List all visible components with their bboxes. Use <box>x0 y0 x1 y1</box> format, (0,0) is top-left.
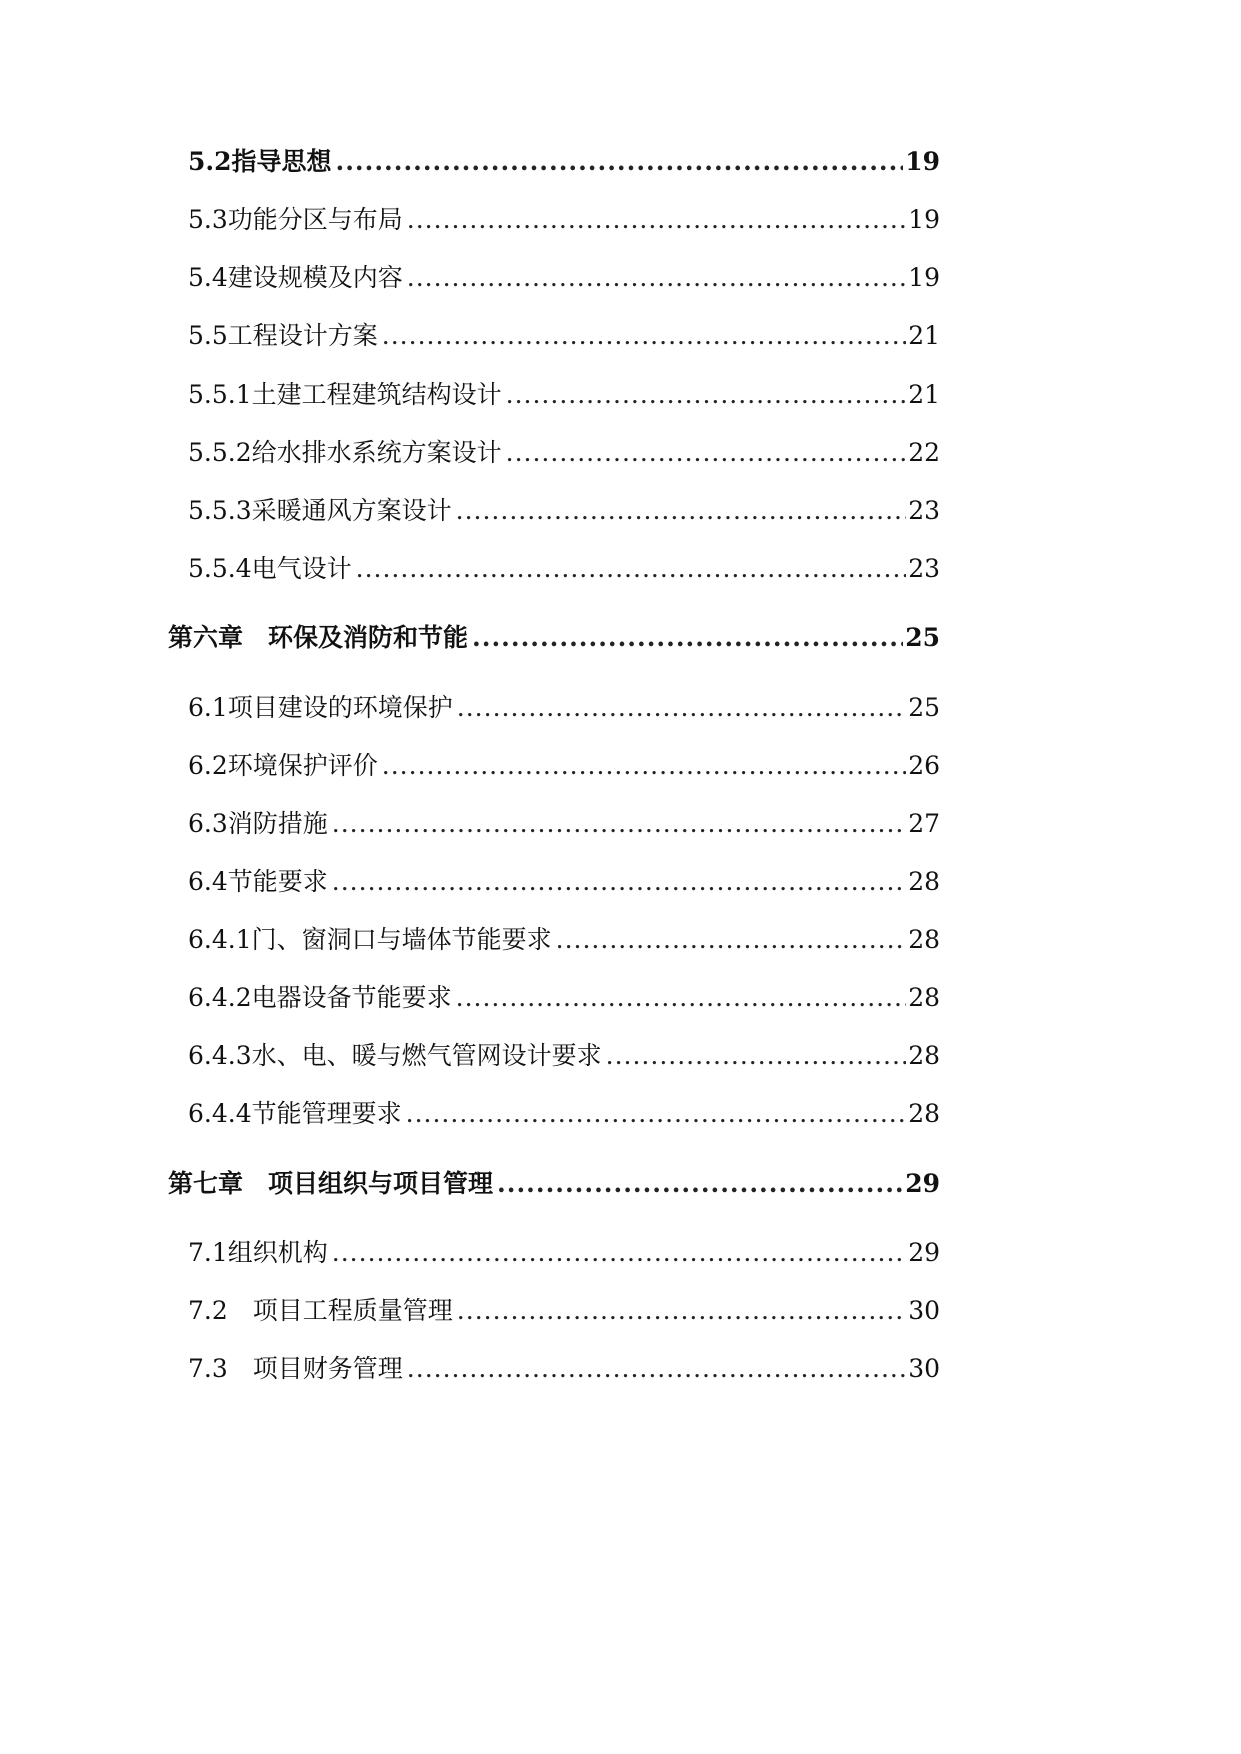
toc-entry-page: 19 <box>908 263 940 292</box>
toc-entry-number: 7.1 <box>188 1238 228 1267</box>
toc-chapter-number: 第七章 <box>168 1169 244 1198</box>
toc-dot-leader <box>332 866 906 898</box>
toc-dot-leader <box>382 750 906 782</box>
toc-entry-title: 指导思想 <box>231 147 332 176</box>
toc-dot-leader <box>456 495 907 527</box>
toc-entry-page: 22 <box>908 438 940 467</box>
toc-entry-page: 21 <box>908 380 940 409</box>
toc-dot-leader <box>472 622 903 654</box>
toc-entry-5-5-4[interactable] <box>188 553 940 585</box>
toc-entry-page: 27 <box>908 809 940 838</box>
toc-entry-number: 5.2 <box>188 147 232 176</box>
toc-entry-title: 给水排水系统方案设计 <box>251 438 502 467</box>
toc-entry-page: 30 <box>908 1296 940 1325</box>
toc-chapter-title: 环保及消防和节能 <box>268 623 469 652</box>
toc-entry-number: 5.5.2 <box>188 438 252 467</box>
toc-entry-page: 30 <box>908 1354 940 1383</box>
toc-entry-6-4[interactable] <box>188 866 940 898</box>
toc-entry-6-4-1[interactable] <box>188 924 940 956</box>
toc-entry-number: 7.2 <box>188 1296 228 1325</box>
toc-entry-title: 门、窗洞口与墙体节能要求 <box>251 925 552 954</box>
toc-chapter-page: 29 <box>905 1169 940 1198</box>
toc-entry-number: 5.5.3 <box>188 496 252 525</box>
toc-entry-page: 28 <box>908 925 940 954</box>
toc-chapter-6[interactable] <box>168 622 940 654</box>
toc-entry-title: 项目财务管理 <box>252 1354 403 1383</box>
toc-dot-leader <box>497 1168 903 1200</box>
toc-entry-separator <box>243 1168 268 1200</box>
toc-entry-page: 28 <box>908 1041 940 1070</box>
toc-entry-page: 28 <box>908 867 940 896</box>
toc-entry-5-5-2[interactable] <box>188 437 940 469</box>
toc-entry-7-1[interactable] <box>188 1237 940 1269</box>
toc-entry-title: 项目工程质量管理 <box>252 1296 453 1325</box>
toc-entry-separator <box>228 1295 253 1327</box>
toc-entry-page: 21 <box>908 321 940 350</box>
toc-dot-leader <box>382 320 906 352</box>
toc-entry-title: 土建工程建筑结构设计 <box>251 380 502 409</box>
toc-dot-leader <box>606 1040 907 1072</box>
toc-dot-leader <box>456 982 907 1014</box>
toc-entry-number: 6.2 <box>188 751 228 780</box>
toc-dot-leader <box>356 553 907 585</box>
toc-chapter-page: 25 <box>905 623 940 652</box>
toc-entry-title: 消防措施 <box>227 809 328 838</box>
toc-entry-title: 电气设计 <box>251 554 352 583</box>
toc-entry-5-5-1[interactable] <box>188 379 940 411</box>
toc-entry-title: 建设规模及内容 <box>227 263 403 292</box>
toc-entry-page: 29 <box>908 1238 940 1267</box>
toc-entry-title: 节能管理要求 <box>251 1099 402 1128</box>
toc-entry-page: 25 <box>908 693 940 722</box>
toc-entry-title: 组织机构 <box>227 1238 328 1267</box>
toc-dot-leader <box>407 204 906 236</box>
toc-entry-number: 7.3 <box>188 1354 228 1383</box>
toc-entry-title: 环境保护评价 <box>227 751 378 780</box>
toc-entry-6-4-4[interactable] <box>188 1098 940 1130</box>
toc-dot-leader <box>407 262 906 294</box>
toc-entry-number: 6.4.1 <box>188 925 252 954</box>
toc-entry-separator <box>228 1353 253 1385</box>
toc-entry-5-2[interactable] <box>188 146 940 178</box>
toc-chapter-title: 项目组织与项目管理 <box>268 1169 494 1198</box>
toc-entry-7-2[interactable] <box>188 1295 940 1327</box>
toc-dot-leader <box>407 1353 906 1385</box>
toc-entry-number: 5.3 <box>188 205 228 234</box>
toc-entry-6-3[interactable] <box>188 808 940 840</box>
toc-entry-number: 5.5 <box>188 321 228 350</box>
toc-entry-number: 6.4.4 <box>188 1099 252 1128</box>
toc-dot-leader <box>506 379 907 411</box>
toc-dot-leader <box>506 437 907 469</box>
toc-entry-6-1[interactable] <box>188 692 940 724</box>
toc-entry-separator <box>243 622 268 654</box>
toc-entry-page: 19 <box>908 205 940 234</box>
toc-chapter-7[interactable] <box>168 1168 940 1200</box>
toc-entry-number: 6.4 <box>188 867 228 896</box>
toc-entry-5-4[interactable] <box>188 262 940 294</box>
toc-entry-number: 5.5.1 <box>188 380 252 409</box>
toc-dot-leader <box>336 146 904 178</box>
toc-entry-title: 采暖通风方案设计 <box>251 496 452 525</box>
toc-entry-6-4-3[interactable] <box>188 1040 940 1072</box>
toc-dot-leader <box>556 924 907 956</box>
toc-entry-number: 5.4 <box>188 263 228 292</box>
toc-entry-title: 工程设计方案 <box>227 321 378 350</box>
toc-dot-leader <box>332 808 906 840</box>
toc-entry-title: 节能要求 <box>227 867 328 896</box>
toc-entry-page: 28 <box>908 983 940 1012</box>
toc-entry-5-5-3[interactable] <box>188 495 940 527</box>
toc-entry-number: 6.4.3 <box>188 1041 252 1070</box>
toc-entry-number: 6.4.2 <box>188 983 252 1012</box>
toc-entry-6-4-2[interactable] <box>188 982 940 1014</box>
toc-entry-title: 水、电、暖与燃气管网设计要求 <box>251 1041 602 1070</box>
toc-entry-page: 26 <box>908 751 940 780</box>
toc-entry-number: 6.1 <box>188 693 228 722</box>
toc-entry-5-5[interactable] <box>188 320 940 352</box>
toc-entry-page: 28 <box>908 1099 940 1128</box>
toc-entry-title: 项目建设的环境保护 <box>227 693 453 722</box>
toc-entry-number: 6.3 <box>188 809 228 838</box>
toc-entry-page: 19 <box>905 147 940 176</box>
toc-dot-leader <box>457 1295 906 1327</box>
toc-entry-5-3[interactable] <box>188 204 940 236</box>
toc-dot-leader <box>457 692 906 724</box>
toc-entry-6-2[interactable] <box>188 750 940 782</box>
toc-entry-page: 23 <box>908 496 940 525</box>
toc-entry-page: 23 <box>908 554 940 583</box>
toc-dot-leader <box>332 1237 906 1269</box>
toc-entry-title: 电器设备节能要求 <box>251 983 452 1012</box>
toc-chapter-number: 第六章 <box>168 623 244 652</box>
toc-dot-leader <box>406 1098 907 1130</box>
toc-entry-number: 5.5.4 <box>188 554 252 583</box>
toc-entry-title: 功能分区与布局 <box>227 205 403 234</box>
toc-entry-7-3[interactable] <box>188 1353 940 1385</box>
